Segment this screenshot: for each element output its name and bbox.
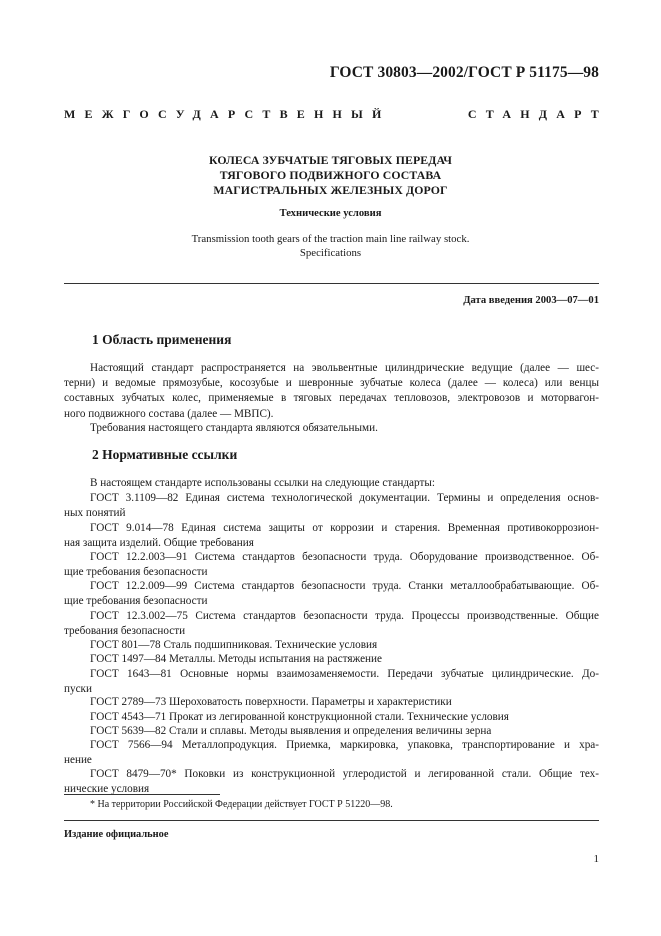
reference-item: [64, 767, 599, 797]
section-1-heading: 1 Область применения: [92, 332, 232, 347]
text-line: пуски: [64, 683, 92, 696]
title-line-2: ТЯГОВОГО ПОДВИЖНОГО СОСТАВА: [219, 168, 442, 182]
standard-category: [64, 107, 608, 122]
category-word-standard: СТАНДАРТ: [467, 107, 608, 121]
text-line: требования безопасности: [64, 625, 186, 638]
reference-item: [64, 579, 599, 609]
title-line-1: КОЛЕСА ЗУБЧАТЫЕ ТЯГОВЫХ ПЕРЕДАЧ: [208, 153, 453, 167]
text-line: составных зубчатых колес, применяемые в тяговых передачах тепловозов, электровозов и моторвагон-: [64, 392, 599, 405]
text-line: Настоящий стандарт распространяется на эвольвентные цилиндрические ведущие (далее — шес-: [90, 362, 599, 374]
bottom-divider: [64, 820, 599, 821]
section-2-intro: В настоящем стандарте использованы ссылки на следующие стандарты:: [90, 477, 435, 489]
category-word-interstate: МЕЖГОСУДАРСТВЕННЫЙ: [64, 107, 391, 121]
reference-item: [64, 667, 599, 697]
text-line: ного подвижного состава (далее — МВПС).: [64, 407, 274, 420]
reference-item: ГОСТ 1497—84 Металлы. Методы испытания на растяжение: [90, 653, 382, 665]
english-title-line-1: Transmission tooth gears of the traction main line railway stock.: [191, 233, 470, 245]
official-edition-label: Издание официальное: [64, 829, 169, 840]
text-line: ных понятий: [64, 507, 126, 520]
reference-item: [64, 609, 599, 639]
text-line: ГОСТ 1643—81 Основные нормы взаимозаменяемости. Передачи зубчатые цилиндрические. До-: [90, 668, 599, 680]
section-1-paragraph-2: Требования настоящего стандарта являются обязательными.: [90, 422, 378, 434]
text-line: ГОСТ 12.2.003—91 Система стандартов безопасности труда. Оборудование производственное. Об-: [90, 551, 599, 563]
section-2-heading: 2 Нормативные ссылки: [92, 447, 238, 462]
text-line: щие требования безопасности: [64, 566, 208, 579]
text-line: ГОСТ 12.2.009—99 Система стандартов безопасности труда. Станки металлообрабатывающие. Об-: [90, 580, 599, 592]
text-line: терни) и ведомые прямозубые, косозубые и шевронные зубчатые колеса (далее — колеса) или венцы: [64, 377, 599, 390]
text-line: ГОСТ 3.1109—82 Единая система технологической документации. Термины и определения основ-: [90, 492, 599, 504]
reference-item: [64, 550, 599, 580]
text-line: нение: [64, 754, 92, 767]
reference-item: ГОСТ 801—78 Сталь подшипниковая. Технические условия: [90, 639, 378, 651]
reference-item: [64, 491, 599, 521]
english-title: [0, 232, 661, 260]
title-subtitle: Технические условия: [279, 208, 382, 219]
text-line: ГОСТ 9.014—78 Единая система защиты от коррозии и старения. Временная противокоррозион-: [90, 522, 599, 534]
introduction-date: Дата введения 2003—07—01: [463, 295, 599, 306]
text-line: ная защита изделий. Общие требования: [64, 537, 254, 550]
page-number: 1: [593, 853, 599, 865]
reference-item: ГОСТ 2789—73 Шероховатость поверхности. Параметры и характеристики: [90, 696, 452, 708]
reference-item: [64, 738, 599, 768]
english-title-line-2: Specifications: [299, 247, 362, 259]
title-line-3: МАГИСТРАЛЬНЫХ ЖЕЛЕЗНЫХ ДОРОГ: [213, 183, 448, 197]
reference-item: ГОСТ 5639—82 Стали и сплавы. Методы выявления и определения величины зерна: [90, 725, 492, 737]
text-line: нические условия: [64, 783, 150, 796]
footnote-divider: [64, 794, 220, 795]
reference-item: ГОСТ 4543—71 Прокат из легированной конструкционной стали. Технические условия: [90, 711, 509, 723]
text-line: ГОСТ 12.3.002—75 Система стандартов безопасности труда. Процессы производственные. Общие: [90, 610, 599, 622]
text-line: ГОСТ 7566—94 Металлопродукция. Приемка, маркировка, упаковка, транспортирование и хра-: [90, 739, 599, 751]
top-divider: [64, 283, 599, 284]
section-1-paragraph-1: [64, 361, 599, 422]
text-line: щие требования безопасности: [64, 595, 208, 608]
text-line: ГОСТ 8479—70* Поковки из конструкционной углеродистой и легированной стали. Общие тех-: [90, 768, 599, 780]
footnote: * На территории Российской Федерации действует ГОСТ Р 51220—98.: [90, 799, 393, 810]
title-block: [0, 153, 661, 260]
reference-item: [64, 521, 599, 551]
document-code: ГОСТ 30803—2002/ГОСТ Р 51175—98: [329, 64, 599, 81]
